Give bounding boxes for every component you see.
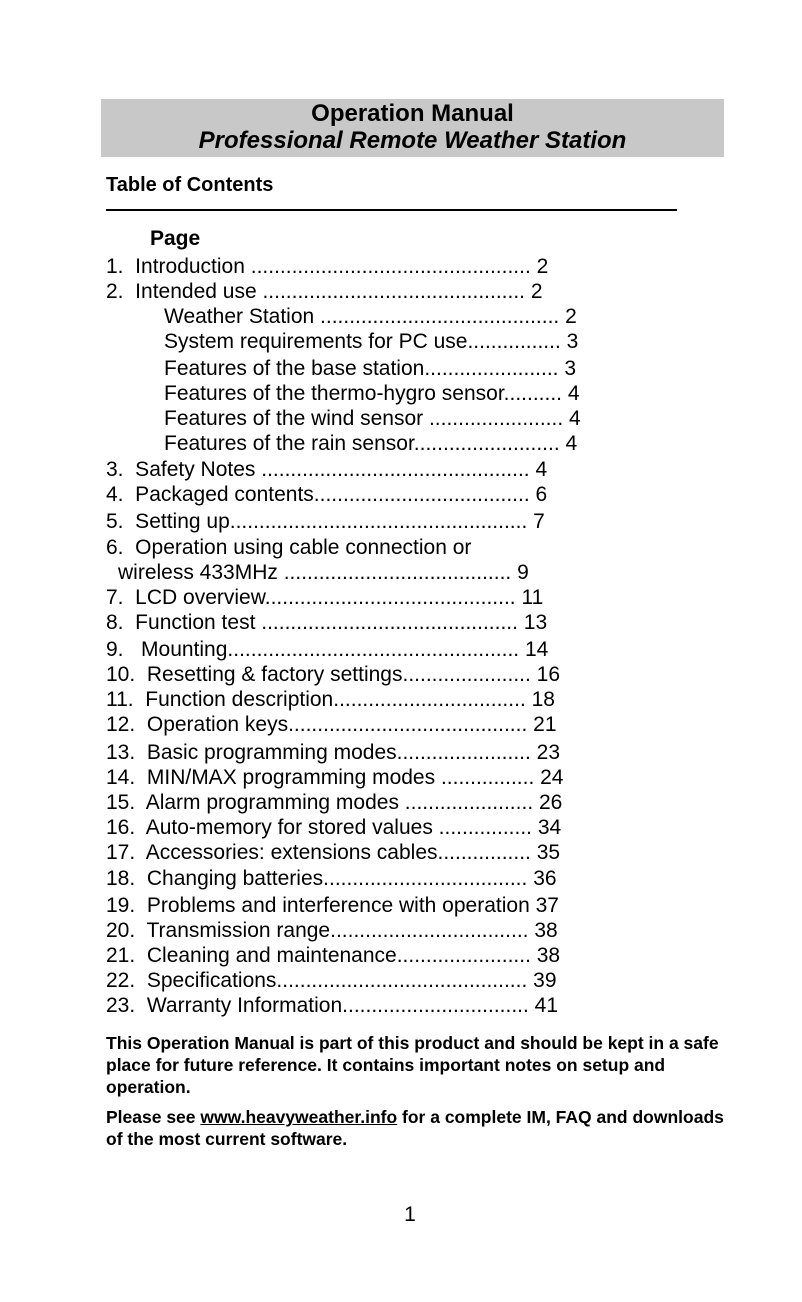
toc-entry: 7. LCD overview........................................... 11	[106, 586, 544, 609]
toc-entry: 23. Warranty Information................................ 41	[106, 994, 559, 1017]
toc-entry: 5. Setting up................................................... 7	[106, 510, 545, 533]
toc-entry: 14. MIN/MAX programming modes ................ 24	[106, 766, 564, 789]
toc-entry: 17. Accessories: extensions cables................ 35	[106, 841, 561, 864]
toc-entry: 18. Changing batteries................................... 36	[106, 867, 557, 890]
toc-subentry: Features of the wind sensor ....................... 4	[164, 407, 581, 430]
toc-entry: 2. Intended use ............................................. 2	[106, 280, 543, 303]
toc-entry: 20. Transmission range.................................. 38	[106, 919, 558, 942]
heavyweather-link[interactable]: www.heavyweather.info	[200, 1107, 398, 1127]
toc-entry: 16. Auto-memory for stored values ................ 34	[106, 816, 562, 839]
toc-entry: 11. Function description................................. 18	[106, 688, 555, 711]
title-banner	[101, 99, 724, 157]
toc-subentry: System requirements for PC use................ 3	[164, 330, 579, 353]
toc-entry: 6. Operation using cable connection or	[106, 536, 472, 559]
toc-subentry: Weather Station ......................................... 2	[164, 305, 577, 328]
website-notice-suffix: for a complete IM, FAQ and downloads of the most current software.	[106, 1107, 724, 1149]
toc-entry: 1. Introduction ................................................ 2	[106, 255, 549, 278]
toc-entry: 15. Alarm programming modes ...................... 26	[106, 791, 563, 814]
toc-heading: Table of Contents	[106, 174, 274, 196]
toc-subentry: Features of the thermo-hygro sensor.......... 4	[164, 382, 580, 405]
toc-subentry: Features of the base station....................... 3	[164, 357, 577, 380]
toc-entry: 10. Resetting & factory settings...................... 16	[106, 663, 561, 686]
page-number: 1	[404, 1203, 416, 1226]
toc-entry: 4. Packaged contents..................................... 6	[106, 483, 548, 506]
toc-entry: 12. Operation keys......................................... 21	[106, 713, 557, 736]
toc-entry: 9. Mounting.................................................. 14	[106, 638, 549, 661]
page-column-label: Page	[150, 227, 201, 250]
keep-manual-notice: This Operation Manual is part of this product and should be kept in a safe place for future reference. It contains important notes on setup and operation.	[106, 1033, 719, 1097]
toc-entry-continued: wireless 433MHz ....................................... 9	[118, 561, 529, 584]
website-notice-prefix: Please see	[106, 1107, 201, 1127]
toc-entry: 22. Specifications........................................... 39	[106, 969, 557, 992]
manual-title: Operation Manual	[311, 100, 514, 127]
toc-divider	[106, 209, 677, 211]
toc-entry: 13. Basic programming modes....................... 23	[106, 741, 561, 764]
toc-subentry: Features of the rain sensor......................... 4	[164, 432, 578, 455]
website-notice	[106, 1106, 726, 1150]
toc-entry: 19. Problems and interference with operation 37	[106, 894, 559, 917]
toc-entry: 8. Function test ............................................ 13	[106, 611, 548, 634]
toc-entry: 21. Cleaning and maintenance....................... 38	[106, 944, 561, 967]
manual-subtitle: Professional Remote Weather Station	[198, 127, 627, 154]
toc-entry: 3. Safety Notes .............................................. 4	[106, 458, 548, 481]
